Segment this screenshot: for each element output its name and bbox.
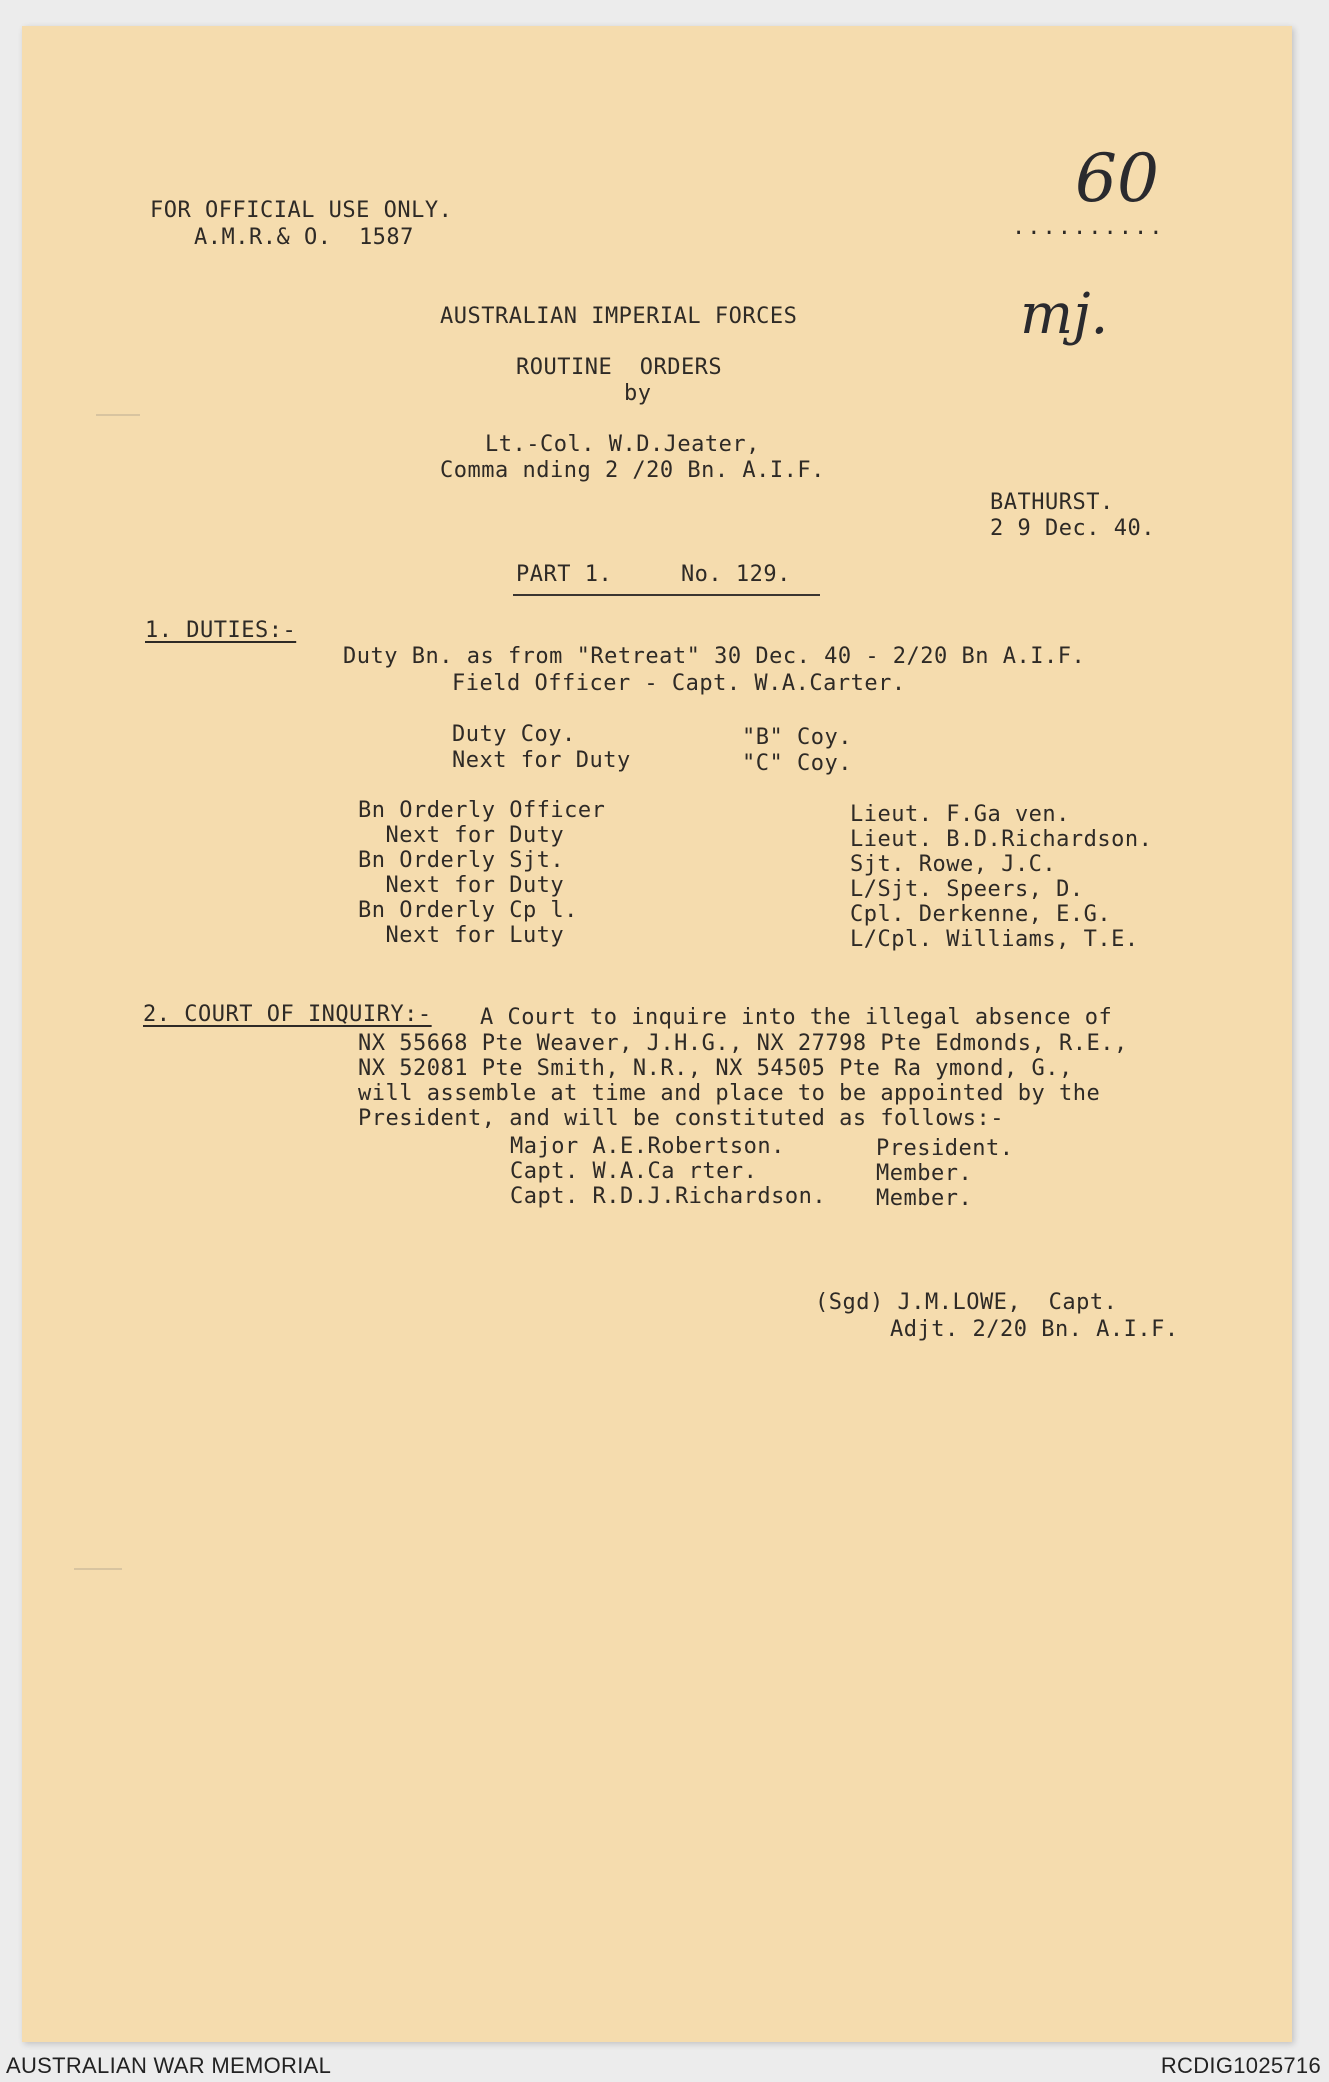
reference-number: A.M.R.& O. 1587 (194, 225, 414, 250)
court-line-2: NX 55668 Pte Weaver, J.H.G., NX 27798 Pte Edmonds, R.E., (358, 1031, 1128, 1056)
duties-line-1: Duty Bn. as from "Retreat" 30 Dec. 40 - 2/20 Bn A.I.F. (343, 644, 1086, 669)
member-name: Capt. W.A.Ca rter. (510, 1159, 758, 1184)
folio-dots: .......... (1012, 215, 1165, 240)
next-coy-value: "C" Coy. (742, 751, 852, 776)
duty-coy-label: Duty Coy. (452, 722, 576, 747)
roster-name: Sjt. Rowe, J.C. (850, 852, 1057, 877)
folio-number: 60 (1075, 140, 1159, 217)
member-name: Capt. R.D.J.Richardson. (510, 1184, 827, 1209)
signature-line-1: (Sgd) J.M.LOWE, Capt. (815, 1290, 1118, 1315)
roster-role: Next for Duty (358, 873, 565, 898)
duties-line-2: Field Officer - Capt. W.A.Carter. (452, 671, 906, 696)
roster-role: Next for Duty (358, 823, 565, 848)
member-role: Member. (876, 1186, 973, 1211)
court-line-3: NX 52081 Pte Smith, N.R., NX 54505 Pte Ra ymond, G., (358, 1056, 1073, 1081)
member-role: President. (876, 1136, 1014, 1161)
title-line-1: AUSTRALIAN IMPERIAL FORCES (440, 304, 798, 329)
part-number: PART 1. No. 129. (516, 562, 791, 587)
member-name: Major A.E.Robertson. (510, 1134, 785, 1159)
title-line-3: by (624, 381, 652, 406)
next-coy-label: Next for Duty (452, 748, 631, 773)
pin-mark (74, 1568, 122, 1570)
signature-line-2: Adjt. 2/20 Bn. A.I.F. (890, 1317, 1179, 1342)
part-underline (513, 594, 820, 596)
roster-role: Next for Luty (358, 923, 565, 948)
place-label: BATHURST. (990, 490, 1114, 515)
court-line-4: will assemble at time and place to be appointed by the (358, 1081, 1101, 1106)
roster-name: Lieut. F.Ga ven. (850, 802, 1070, 827)
court-heading: 2. COURT OF INQUIRY:- (143, 1002, 432, 1027)
roster-role: Bn Orderly Sjt. (358, 848, 565, 873)
archive-name: AUSTRALIAN WAR MEMORIAL (6, 2053, 332, 2078)
roster-name: Lieut. B.D.Richardson. (850, 827, 1153, 852)
duties-heading: 1. DUTIES:- (145, 618, 297, 643)
duty-coy-value: "B" Coy. (742, 725, 852, 750)
handwritten-initials: mj. (1020, 282, 1109, 347)
archive-id: RCDIG1025716 (1160, 2053, 1321, 2078)
court-line-1: A Court to inquire into the illegal absence of (480, 1005, 1113, 1030)
date-label: 2 9 Dec. 40. (990, 516, 1155, 541)
title-line-4: Lt.-Col. W.D.Jeater, (485, 432, 760, 457)
court-line-5: President, and will be constituted as follows:- (358, 1106, 1005, 1131)
roster-role: Bn Orderly Officer (358, 798, 606, 823)
roster-name: L/Cpl. Williams, T.E. (850, 927, 1139, 952)
title-line-5: Comma nding 2 /20 Bn. A.I.F. (440, 458, 825, 483)
roster-name: L/Sjt. Speers, D. (850, 877, 1084, 902)
pin-mark (96, 414, 140, 416)
title-line-2: ROUTINE ORDERS (516, 355, 723, 380)
member-role: Member. (876, 1161, 973, 1186)
official-use-label: FOR OFFICIAL USE ONLY. (150, 198, 453, 223)
roster-role: Bn Orderly Cp l. (358, 898, 578, 923)
roster-name: Cpl. Derkenne, E.G. (850, 902, 1112, 927)
